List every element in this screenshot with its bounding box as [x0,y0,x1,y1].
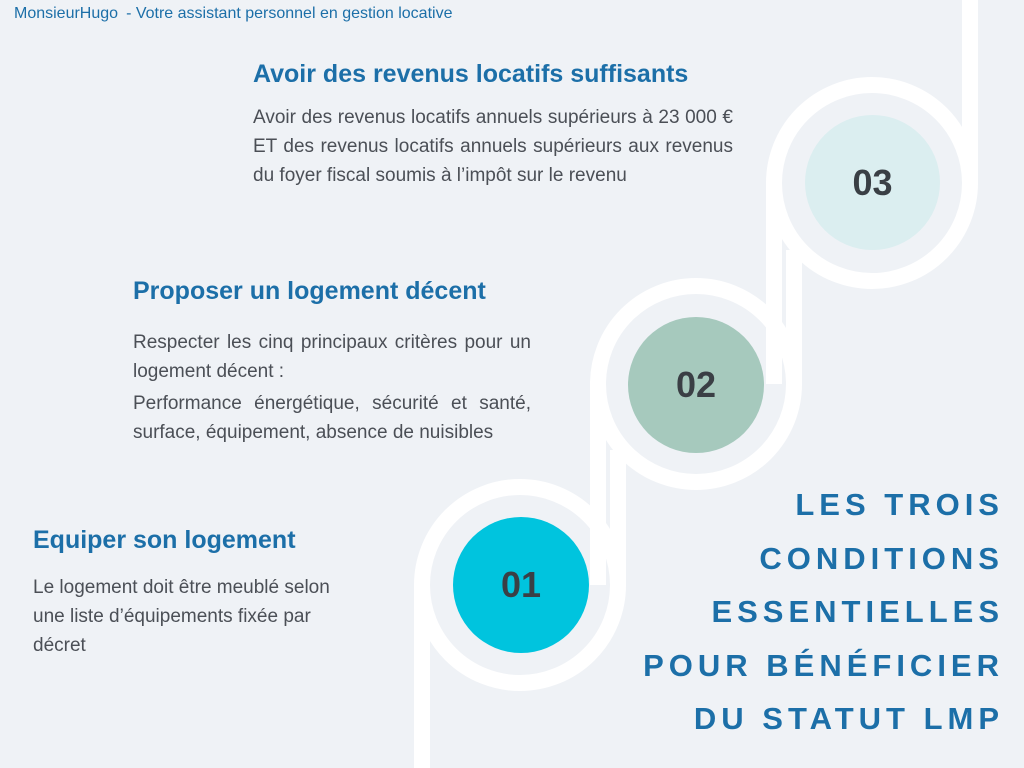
main-title [643,478,1004,746]
brand-name: MonsieurHugo [14,5,119,22]
step-03-text: Avoir des revenus locatifs annuels supérieurs à 23 000 € ET des revenus locatifs annuels supérieurs aux revenus du foyer fiscal soumis à l’impôt sur le revenu [253,107,733,186]
title-line-3: ESSENTIELLES [711,594,1004,629]
step-02-block [133,277,531,447]
step-01-circle [453,517,589,653]
step-01-number: 01 [500,564,542,605]
step-01-block [33,526,353,660]
step-02-heading: Proposer un logement décent [133,277,486,305]
step-02-number: 02 [675,364,717,405]
step-02-text: Respecter les cinq principaux critères pour un logement décent : [133,332,531,382]
step-02-criteria: Performance énergétique, sécurité et santé, surface, équipement, absence de nuisibles [133,393,531,443]
tagline: - Votre assistant personnel en gestion locative [126,5,453,22]
title-line-4: POUR BÉNÉFICIER [643,647,1004,683]
step-01-text: Le logement doit être meublé selon une liste d’équipements fixée par décret [33,577,330,656]
step-03-heading: Avoir des revenus locatifs suffisants [253,60,689,88]
step-03-block [253,60,733,190]
step-02-circle [628,317,764,453]
step-01-heading: Equiper son logement [33,526,296,554]
title-line-2: CONDITIONS [759,540,1004,576]
step-03-circle [805,115,940,250]
title-line-1: LES TROIS [795,487,1004,522]
title-line-5: DU STATUT LMP [693,701,1004,736]
step-03-number: 03 [852,161,893,203]
